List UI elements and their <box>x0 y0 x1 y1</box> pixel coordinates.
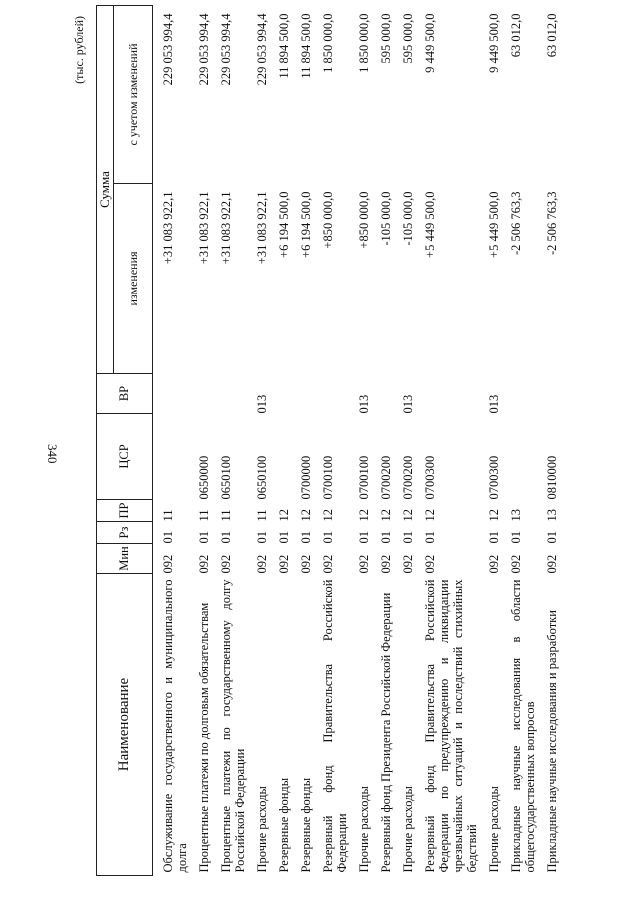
row-change: -105 000,0 <box>379 191 393 246</box>
row-change: -2 506 763,3 <box>545 191 559 256</box>
row-pr: 11 <box>197 509 211 522</box>
row-pr: 13 <box>509 509 523 522</box>
row-vr <box>193 374 215 414</box>
table-row <box>215 6 251 876</box>
row-rz: 01 <box>545 531 559 544</box>
row-vr <box>215 374 251 414</box>
row-min: 092 <box>423 554 437 574</box>
header-min: Мин <box>97 544 153 574</box>
row-vr <box>153 374 194 414</box>
row-pr: 12 <box>321 509 335 522</box>
table-row <box>251 6 273 876</box>
row-total: 595 000,0 <box>401 13 415 64</box>
table-row <box>153 6 194 876</box>
row-min: 092 <box>277 554 291 574</box>
row-change: +850 000,0 <box>321 191 335 249</box>
row-name: Резервный фонд Правительства Российской Федерации <box>321 579 349 873</box>
row-csr: 0650000 <box>197 455 211 500</box>
row-change: +6 194 500,0 <box>277 191 291 258</box>
row-rz: 01 <box>357 531 371 544</box>
row-change: +31 083 922,1 <box>197 191 211 265</box>
row-change: +850 000,0 <box>357 191 371 249</box>
table-row <box>295 6 317 876</box>
row-vr <box>419 374 483 414</box>
row-vr <box>541 374 563 414</box>
row-rz: 01 <box>509 531 523 544</box>
header-vr: ВР <box>97 374 153 414</box>
table-row <box>353 6 375 876</box>
row-name: Процентные платежи по долговым обязательствам <box>197 602 211 873</box>
row-rz: 01 <box>423 531 437 544</box>
row-vr: 013 <box>357 394 371 414</box>
row-total: 11 894 500,0 <box>299 13 313 79</box>
row-name: Прочие расходы <box>487 786 501 873</box>
row-min: 092 <box>545 554 559 574</box>
row-name: Резервные фонды <box>277 777 291 873</box>
row-total: 63 012,0 <box>545 13 559 58</box>
row-rz: 01 <box>197 531 211 544</box>
row-vr <box>375 374 397 414</box>
row-rz: 01 <box>219 531 233 544</box>
row-rz: 01 <box>487 531 501 544</box>
row-name: Прочие расходы <box>255 786 269 873</box>
header-csr: ЦСР <box>97 414 153 500</box>
header-pr: ПР <box>97 500 153 522</box>
row-name: Прочие расходы <box>401 786 415 873</box>
row-vr <box>505 374 541 414</box>
table-row <box>541 6 563 876</box>
row-total: 9 449 500,0 <box>423 13 437 73</box>
table-row <box>273 6 295 876</box>
row-min: 092 <box>357 554 371 574</box>
row-pr: 11 <box>255 509 269 522</box>
row-change: +5 449 500,0 <box>487 191 501 258</box>
row-change: -105 000,0 <box>401 191 415 246</box>
row-total: 229 053 994,4 <box>255 13 269 86</box>
row-rz: 01 <box>401 531 415 544</box>
row-change: +31 083 922,1 <box>161 191 175 265</box>
header-name: Наименование <box>97 574 153 876</box>
row-vr: 013 <box>487 394 501 414</box>
row-csr <box>153 414 194 500</box>
row-pr: 12 <box>299 509 313 522</box>
row-vr: 013 <box>401 394 415 414</box>
row-pr: 11 <box>219 509 233 522</box>
row-min: 092 <box>161 554 175 574</box>
row-min: 092 <box>487 554 501 574</box>
row-name: Резервный фонд Президента Российской Федерации <box>379 592 393 873</box>
row-min: 092 <box>509 554 523 574</box>
row-change: +31 083 922,1 <box>219 191 233 265</box>
units-label: (тыс. рублей) <box>72 16 86 84</box>
row-csr <box>273 414 295 500</box>
row-vr <box>295 374 317 414</box>
row-csr: 0700200 <box>379 455 393 500</box>
row-change: +6 194 500,0 <box>299 191 313 258</box>
row-rz: 01 <box>277 531 291 544</box>
row-csr: 0700200 <box>401 455 415 500</box>
row-min: 092 <box>299 554 313 574</box>
row-csr: 0810000 <box>545 455 559 500</box>
row-name: Резервный фонд Правительства Российской Федерации по предупреждению и ликвидации чрезвычайных ситуаций и последствий стихийных бедствий <box>423 579 479 873</box>
table-row <box>375 6 397 876</box>
header-change: изменения <box>114 184 153 374</box>
row-csr: 0650100 <box>219 455 233 500</box>
row-total: 229 053 994,4 <box>197 13 211 86</box>
row-vr <box>317 374 353 414</box>
row-pr: 12 <box>423 509 437 522</box>
row-rz: 01 <box>299 531 313 544</box>
row-name: Прикладные научные исследования и разработки <box>545 610 559 873</box>
row-total: 229 053 994,4 <box>219 13 233 86</box>
row-total: 595 000,0 <box>379 13 393 64</box>
row-pr: 12 <box>487 509 501 522</box>
row-vr <box>273 374 295 414</box>
row-csr: 0700300 <box>487 455 501 500</box>
row-total: 9 449 500,0 <box>487 13 501 73</box>
row-name: Резервные фонды <box>299 777 313 873</box>
row-name: Процентные платежи по государственному долгу Российской Федерации <box>219 579 247 873</box>
row-change: -2 506 763,3 <box>509 191 523 256</box>
row-min: 092 <box>321 554 335 574</box>
header-sum: Сумма <box>97 6 114 374</box>
row-csr <box>505 414 541 500</box>
budget-table <box>96 5 563 876</box>
row-name: Прочие расходы <box>357 786 371 873</box>
row-name: Прикладные научные исследования в области общегосударственных вопросов <box>509 579 537 873</box>
row-pr: 11 <box>161 509 175 522</box>
row-vr: 013 <box>255 394 269 414</box>
row-pr: 13 <box>545 509 559 522</box>
table-row <box>505 6 541 876</box>
row-min: 092 <box>401 554 415 574</box>
row-rz: 01 <box>321 531 335 544</box>
row-csr: 0700100 <box>357 455 371 500</box>
row-total: 63 012,0 <box>509 13 523 58</box>
row-csr: 0700100 <box>321 455 335 500</box>
row-csr: 0650100 <box>255 455 269 500</box>
row-pr: 12 <box>401 509 415 522</box>
table-row <box>317 6 353 876</box>
row-min: 092 <box>379 554 393 574</box>
table-row <box>397 6 419 876</box>
row-rz: 01 <box>161 531 175 544</box>
table-row <box>483 6 505 876</box>
row-min: 092 <box>219 554 233 574</box>
row-min: 092 <box>255 554 269 574</box>
row-total: 11 894 500,0 <box>277 13 291 79</box>
row-pr: 12 <box>379 509 393 522</box>
row-total: 229 053 994,4 <box>161 13 175 86</box>
row-rz: 01 <box>255 531 269 544</box>
row-change: +31 083 922,1 <box>255 191 269 265</box>
table-row <box>193 6 215 876</box>
row-csr: 0700300 <box>423 455 437 500</box>
row-min: 092 <box>197 554 211 574</box>
row-name: Обслуживание государственного и муниципального долга <box>161 579 189 873</box>
table-body <box>153 6 564 876</box>
row-rz: 01 <box>379 531 393 544</box>
row-total: 1 850 000,0 <box>357 13 371 73</box>
row-change: +5 449 500,0 <box>423 191 437 258</box>
header-with-change: с учетом изменений <box>114 6 153 184</box>
row-total: 1 850 000,0 <box>321 13 335 73</box>
table-row <box>419 6 483 876</box>
row-pr: 12 <box>277 509 291 522</box>
header-rz: Рз <box>97 522 153 544</box>
row-pr: 12 <box>357 509 371 522</box>
page-number: 340 <box>45 444 60 464</box>
row-csr: 0700000 <box>299 455 313 500</box>
